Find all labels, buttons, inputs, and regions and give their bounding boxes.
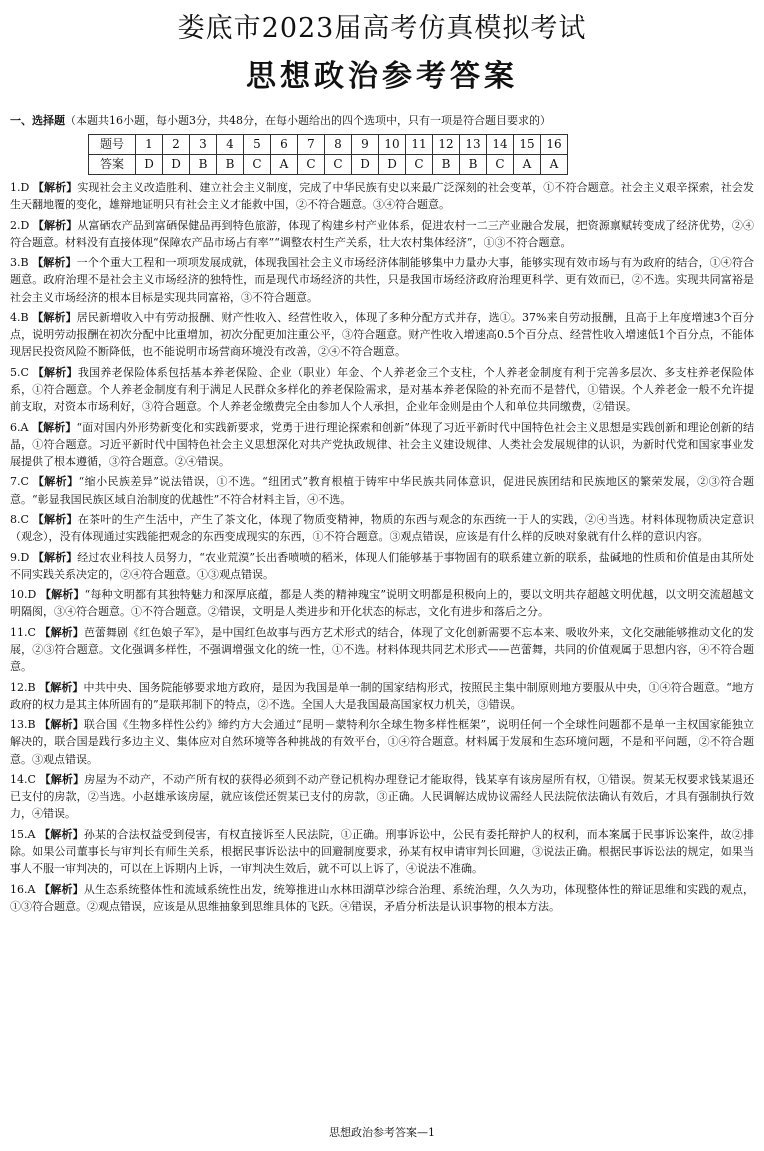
item-tag: 【解析】 [39, 882, 84, 896]
row-label-question: 题号 [89, 135, 136, 155]
item-tag: 【解析】 [32, 310, 77, 324]
page-subtitle: 思想政治参考答案 [246, 59, 518, 94]
item-number: 16.A [10, 882, 36, 896]
item-number: 13.B [10, 718, 36, 732]
item-text: 我国养老保险体系包括基本养老保险、企业（职业）年金、个人养老金三个支柱，个人养老金制度有利于完善多层次、多支柱养老保险体系，①符合题意。个人养老金制度有利于满足人民群众多样化的养老保险需求，是对基本养老保险的补充而不是替代，①错误。个人养老金一般不允许提前支取，对资本市场利好，③符合题意。个人养老金缴费完全由参加人个人承担，企业年金则是由个人和单位共同缴费，②错误。 [10, 365, 755, 414]
list-item [10, 549, 754, 583]
item-number: 12.B [10, 680, 36, 694]
item-tag: 【解析】 [39, 718, 84, 732]
item-text: 经过农业科技人员努力，“农业荒漠”长出香喷喷的稻米，体现人们能够基于事物固有的联系建立新的联系，盐碱地的性质和价值是由其所处不同实践关系决定的，②④符合题意。①③观点错误。 [10, 550, 754, 581]
question-number-cell: 3 [190, 135, 217, 155]
item-text: 联合国《生物多样性公约》缔约方大会通过“昆明－蒙特利尔全球生物多样性框架”，说明任何一个全球性问题都不是单一主权国家能独立解决的，联合国是践行多边主义、集体应对自然环境等各种挑战的有效平台，①④符合题意。材料属于发展和生态环境问题，不是和平问题，②不符合题意。③观点错误。 [10, 718, 755, 766]
answer-cell: B [460, 155, 487, 175]
answer-cell: D [136, 155, 163, 175]
list-item [10, 826, 754, 878]
item-number: 5.C [10, 365, 29, 379]
list-item [10, 309, 754, 361]
question-number-cell: 8 [325, 135, 352, 155]
answer-cell: D [379, 155, 406, 175]
item-text: 芭蕾舞剧《红色娘子军》，是中国红色故事与西方艺术形式的结合，体现了文化创新需要不忘本来、吸收外来，文化交融能够推动文化的发展，②③符合题意。文化强调多样性，不强调增强文化的统一性，①不选。材料体现共同艺术形式——芭蕾舞，共同的价值观属于思想内容，④不符合题意。 [10, 625, 754, 674]
item-text: 中共中央、国务院能够要求地方政府，是因为我国是单一制的国家结构形式，按照民主集中制原则地方要服从中央，①④符合题意。“地方政府的权力是其主体所固有的”是联邦制下的特点，②不选。全国人大是我国最高国家权力机关，③错误。 [10, 680, 754, 711]
item-number: 8.C [10, 512, 29, 526]
item-number: 1.D [10, 181, 30, 194]
question-number-cell: 16 [541, 135, 568, 155]
list-item [10, 419, 754, 471]
answer-table [88, 134, 568, 175]
item-text: “面对国内外形势新变化和实践新要求，党勇于进行理论探索和创新”体现了习近平新时代中国特色社会主义思想是实践创新和理论创新的结晶，①符合题意。习近平新时代中国特色社会主义思想深化对共产党执政规律、社会主义建设规律、人类社会发展规律的认识，为新时代党和国家事业发展提供了根本遵循，③符合题意。②④错误。 [10, 420, 755, 468]
list-item [10, 881, 754, 915]
question-number-cell: 10 [379, 135, 406, 155]
list-item [10, 586, 754, 620]
answer-cell: A [541, 155, 568, 175]
item-text: “每种文明都有其独特魅力和深厚底蕴，都是人类的精神瑰宝”说明文明都是积极向上的，要以文明共存超越文明优越，以文明交流超越文明隔阂，③④符合题意。①不符合题意。②错误，文明是人类进步和开化状态的标志，文化有进步和落后之分。 [10, 588, 755, 619]
list-item [10, 511, 754, 545]
item-number: 10.D [10, 588, 37, 602]
answer-cell: C [244, 155, 271, 175]
item-number: 9.D [10, 550, 30, 564]
item-number: 4.B [10, 310, 29, 324]
question-number-cell: 13 [460, 135, 487, 155]
item-text: 实现社会主义改造胜利、建立社会主义制度，完成了中华民族有史以来最广泛深刻的社会变革，①不符合题意。社会主义艰辛探索，社会发生天翻地覆的变化，雄辩地证明只有社会主义才能救中国，②不符合题意。③④符合题意。 [10, 181, 755, 212]
list-item [10, 473, 754, 507]
answer-cell: C [298, 155, 325, 175]
item-text: 从生态系统整体性和流域系统性出发，统筹推进山水林田湖草沙综合治理、系统治理，久久为功，体现整体性的辩证思维和实践的观点，①③符合题意。②观点错误，应该是从思维抽象到思维具体的飞跃。④错误，矛盾分析法是认识事物的根本方法。 [10, 882, 755, 913]
item-tag: 【解析】 [39, 680, 84, 694]
question-number-cell: 2 [163, 135, 190, 155]
item-tag: 【解析】 [32, 512, 78, 526]
question-number-cell: 7 [298, 135, 325, 155]
item-number: 11.C [10, 625, 36, 639]
list-item [10, 624, 754, 676]
question-number-cell: 5 [244, 135, 271, 155]
item-tag: 【解析】 [32, 181, 78, 194]
item-number: 2.D [10, 218, 30, 232]
item-tag: 【解析】 [32, 218, 78, 232]
item-number: 14.C [10, 772, 36, 786]
item-text: 居民新增收入中有劳动报酬、财产性收入、经营性收入，体现了多种分配方式并存，选①。37%来自劳动报酬，且高于上年度增速3个百分点，说明劳动报酬在初次分配中比重增加，初次分配更加注重公平，③符合题意。财产性收入增速高0.5个百分点、经营性收入增速低1个百分点，不能体现居民投资风险不断降低，也不能说明市场营商环境没有改善，②④不符合题意。 [10, 310, 755, 359]
question-number-cell: 15 [514, 135, 541, 155]
list-item [10, 364, 754, 416]
item-number: 6.A [10, 420, 29, 434]
item-text: “缩小民族差异”说法错误，①不选。“纽团式”教育根植于铸牢中华民族共同体意识，促进民族团结和民族地区的繁荣发展，②③符合题意。“彰显我国民族区域自治制度的优越性”不符合材料主旨，④不选。 [10, 475, 755, 506]
list-item [10, 771, 754, 823]
question-number-row [89, 135, 568, 155]
item-text: 从富硒农产品到富硒保健品再到特色旅游，体现了构建乡村产业体系，促进农村一二三产业融合发展，把资源禀赋转变成了经济优势，②④符合题意。材料没有直接体现“保障农产品市场占有率”“调整农村生产关系，壮大农村集体经济”，①③不符合题意。 [10, 218, 755, 249]
item-tag: 【解析】 [39, 625, 84, 639]
answer-cell: B [433, 155, 460, 175]
item-number: 7.C [10, 475, 29, 489]
answer-cell: B [190, 155, 217, 175]
item-text: 房屋为不动产，不动产所有权的获得必须到不动产登记机构办理登记才能取得，钱某享有该房屋所有权，①错误。贺某无权要求钱某退还已支付的房款，②当选。小赵雄承该房屋，就应该偿还贺某已支付的房款，③正确。人民调解达成协议需经人民法院依法确认有效后，才具有强制执行效力，④错误。 [10, 772, 755, 821]
answer-cell: C [406, 155, 433, 175]
section-label: 一、选择题 [10, 114, 65, 127]
item-tag: 【解析】 [32, 420, 77, 434]
page-title: 娄底市2023届高考仿真模拟考试 [177, 13, 587, 44]
item-number: 15.A [10, 827, 36, 841]
explanation-list [10, 179, 754, 918]
item-tag: 【解析】 [39, 772, 85, 786]
answer-cell: B [217, 155, 244, 175]
page-footer: 思想政治参考答案—1 [329, 1126, 435, 1139]
item-text: 孙某的合法权益受到侵害，有权直接诉至人民法院，①正确。刑事诉讼中，公民有委托辩护人的权利，而本案属于民事诉讼案件，故②排除。如果公司董事长与审判长有师生关系，根据民事诉讼法中的回避制度要求，孙某有权申请审判长回避，③说法正确。根据民事诉讼法的规定，如果当事人不服一审判决的，可以在上诉期内上诉，一审判决生效后，就不可以上诉了，④说法不准确。 [10, 827, 755, 876]
question-number-cell: 11 [406, 135, 433, 155]
question-number-cell: 12 [433, 135, 460, 155]
item-tag: 【解析】 [32, 550, 78, 564]
item-tag: 【解析】 [39, 827, 84, 841]
list-item [10, 179, 754, 213]
question-number-cell: 4 [217, 135, 244, 155]
answer-cell: C [487, 155, 514, 175]
item-text: 一个个重大工程和一项项发展成就，体现我国社会主义市场经济体制能够集中力量办大事，能够实现有效市场与有为政府的结合，①④符合题意。政府治理不是社会主义市场经济的独特性，而是现代市场经济的共性，只是我国市场经济政府治理更科学、更有效而已，②不选。实现共同富裕是社会主义市场经济的根本目标是实现共同富裕，③不符合题意。 [10, 256, 755, 304]
item-tag: 【解析】 [39, 588, 85, 602]
row-label-answer: 答案 [89, 155, 136, 175]
item-tag: 【解析】 [32, 365, 78, 379]
item-text: 在茶叶的生产生活中，产生了茶文化，体现了物质变精神，物质的东西与观念的东西统一于人的实践，②④当选。材料体现物质决定意识（观念），没有体现通过实践能把观念的东西变成现实的东西，①不符合题意。③观点错误，应该是有什么样的反映对象就有什么样的意识内容。 [10, 512, 755, 544]
list-item [10, 217, 754, 251]
question-number-cell: 9 [352, 135, 379, 155]
section-note: （本题共16小题，每小题3分，共48分，在每小题给出的四个选项中，只有一项是符合题目要求的） [65, 114, 551, 127]
item-tag: 【解析】 [32, 475, 79, 489]
list-item [10, 254, 754, 306]
answer-cell: D [163, 155, 190, 175]
answer-row [89, 155, 568, 175]
section-heading [10, 113, 760, 129]
item-tag: 【解析】 [32, 256, 77, 270]
question-number-cell: 14 [487, 135, 514, 155]
answer-cell: C [325, 155, 352, 175]
answer-cell: D [352, 155, 379, 175]
item-number: 3.B [10, 256, 29, 270]
answer-cell: A [514, 155, 541, 175]
list-item [10, 716, 754, 768]
question-number-cell: 1 [136, 135, 163, 155]
list-item [10, 679, 754, 713]
question-number-cell: 6 [271, 135, 298, 155]
answer-cell: A [271, 155, 298, 175]
